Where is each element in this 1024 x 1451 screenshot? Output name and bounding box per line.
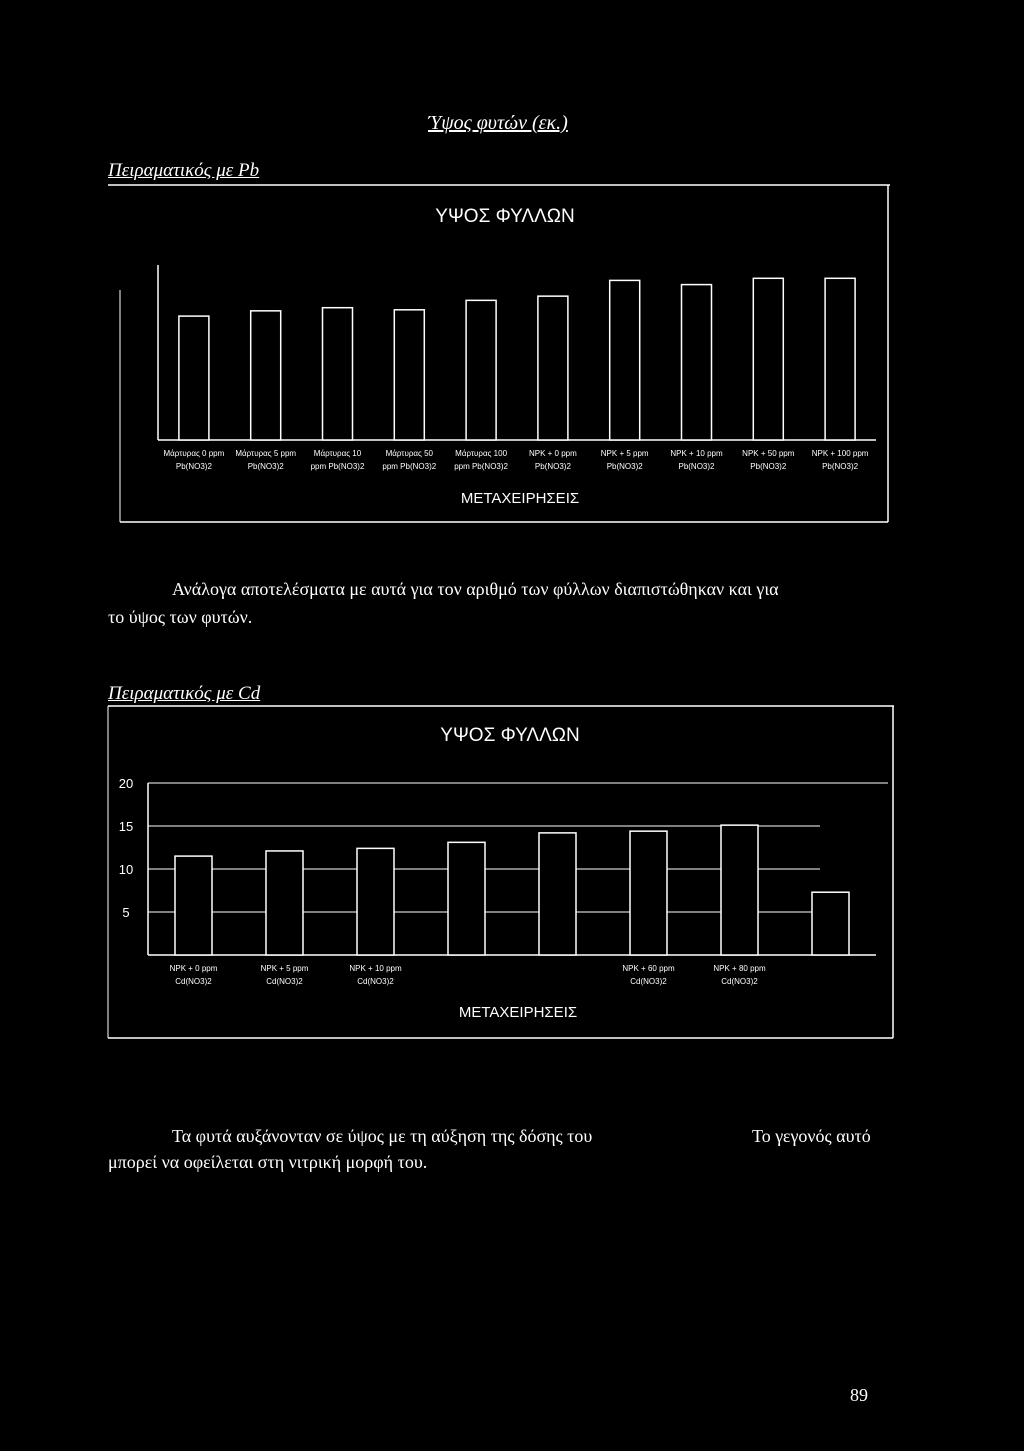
pb-tick-label-6-2: Pb(NO3)2 (534, 462, 571, 471)
cd-tick-label-1-2: Cd(NO3)2 (175, 977, 212, 986)
pb-tick-label-1-2: Pb(NO3)2 (175, 462, 212, 471)
pb-tick-label-8-1: NPK + 10 ppm (670, 449, 723, 458)
pb-tick-label-9-2: Pb(NO3)2 (750, 462, 787, 471)
cd-tick-label-6-1: NPK + 60 ppm (622, 964, 675, 973)
pb-tick-label-5-2: ppm Pb(NO3)2 (454, 462, 508, 471)
pb-tick-label-3-2: ppm Pb(NO3)2 (310, 462, 365, 471)
pb-tick-label-3-1: Μάρτυρας 10 (313, 449, 362, 458)
pb-bar-6 (538, 296, 568, 440)
chart-pb-title: ΥΨΟΣ ΦΥΛΛΩΝ (435, 206, 575, 227)
pb-tick-label-1-1: Μάρτυρας 0 ppm (163, 449, 225, 458)
pb-tick-label-2-1: Μάρτυρας 5 ppm (235, 449, 297, 458)
pb-tick-label-6-1: NPK + 0 ppm (528, 449, 577, 458)
cd-tick-label-6-2: Cd(NO3)2 (630, 977, 667, 986)
chart-pb-xlabel: ΜΕΤΑΧΕΙΡΗΣΕΙΣ (460, 490, 580, 507)
cd-bar-5 (539, 833, 576, 955)
pb-bar-2 (251, 311, 281, 440)
paragraph-2-line-1-end: Το γεγονός αυτό (752, 1126, 871, 1146)
cd-tick-label-2-1: NPK + 5 ppm (260, 964, 309, 973)
cd-tick-label-3-2: Cd(NO3)2 (357, 977, 394, 986)
pb-tick-label-4-2: ppm Pb(NO3)2 (382, 462, 437, 471)
section-title-pb: Πειραματικός με Pb (108, 160, 260, 181)
paragraph-1-line-1: Ανάλογα αποτελέσματα με αυτά για τον αριθμό των φύλλων διαπιστώθηκαν και για (172, 579, 779, 599)
cd-ytick-10: 10 (118, 862, 134, 877)
pb-tick-label-9-1: NPK + 50 ppm (742, 449, 795, 458)
section-title-cd: Πειραματικός με Cd (108, 683, 261, 704)
cd-bar-4 (448, 842, 485, 955)
pb-bar-5 (466, 300, 496, 440)
cd-bar-1 (175, 856, 212, 955)
pb-bar-9 (753, 278, 783, 440)
pb-bar-3 (323, 308, 353, 440)
cd-tick-label-7-2: Cd(NO3)2 (721, 977, 758, 986)
cd-tick-label-1-1: NPK + 0 ppm (169, 964, 218, 973)
cd-ytick-15: 15 (118, 819, 134, 834)
page-number: 89 (850, 1385, 868, 1405)
cd-bar-2 (266, 851, 303, 955)
pb-bar-10 (825, 278, 855, 440)
cd-tick-label-2-2: Cd(NO3)2 (266, 977, 303, 986)
chart-cd (108, 706, 894, 1038)
chart-cd-xlabel: ΜΕΤΑΧΕΙΡΗΣΕΙΣ (458, 1004, 578, 1021)
pb-tick-label-2-2: Pb(NO3)2 (247, 462, 284, 471)
cd-bar-3 (357, 848, 394, 955)
pb-tick-label-8-2: Pb(NO3)2 (678, 462, 715, 471)
pb-bar-4 (394, 310, 424, 440)
pb-tick-label-5-1: Μάρτυρας 100 (455, 449, 508, 458)
chart-pb-tick-labels (164, 449, 869, 471)
chart-cd-gridlines (148, 783, 888, 912)
cd-tick-label-3-1: NPK + 10 ppm (349, 964, 402, 973)
pb-bar-8 (682, 285, 712, 440)
chart-cd-tick-labels (170, 964, 766, 986)
paragraph-2-line-1-start: Τα φυτά αυξάνονταν σε ύψος με τη αύξηση της δόσης του (172, 1126, 593, 1146)
pb-tick-label-4-1: Μάρτυρας 50 (385, 449, 434, 458)
cd-bar-6 (630, 831, 667, 955)
cd-bar-8 (812, 892, 849, 955)
chart-pb (108, 185, 890, 522)
paragraph-1-line-2: το ύψος των φυτών. (108, 607, 253, 627)
chart-cd-y-ticks (119, 776, 133, 920)
pb-bar-1 (179, 316, 209, 440)
chart-cd-title: ΥΨΟΣ ΦΥΛΛΩΝ (440, 725, 580, 746)
cd-bar-7 (721, 825, 758, 955)
pb-tick-label-10-2: Pb(NO3)2 (822, 462, 859, 471)
cd-ytick-5: 5 (122, 905, 130, 920)
pb-bar-7 (610, 280, 640, 440)
cd-tick-label-7-1: NPK + 80 ppm (713, 964, 766, 973)
paragraph-2-line-2: μπορεί να οφείλεται στη νιτρική μορφή του. (108, 1152, 428, 1172)
chart-cd-bars (175, 825, 849, 955)
cd-ytick-20: 20 (118, 776, 134, 791)
pb-tick-label-10-1: NPK + 100 ppm (811, 449, 869, 458)
pb-tick-label-7-2: Pb(NO3)2 (606, 462, 643, 471)
page-header-title: Ύψος φυτών (εκ.) (428, 112, 568, 134)
pb-tick-label-7-1: NPK + 5 ppm (600, 449, 649, 458)
chart-pb-bars (179, 278, 855, 440)
